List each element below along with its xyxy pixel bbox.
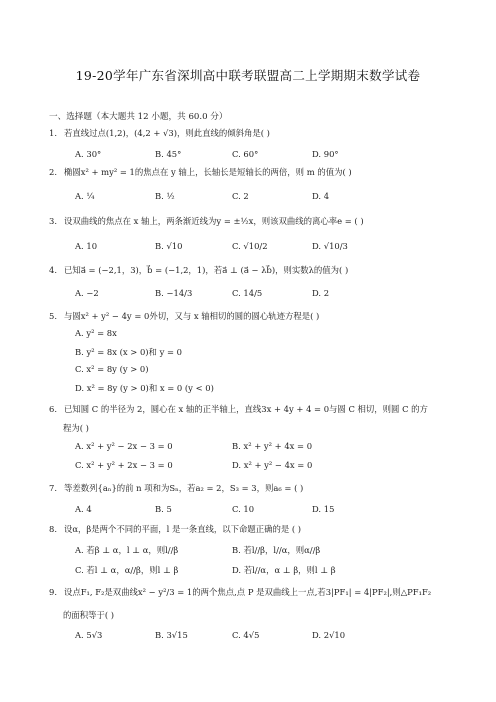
question-stem: 椭圆x² + my² = 1的焦点在 y 轴上，长轴长是短轴长的两倍，则 m 的值为( ) xyxy=(64,167,352,177)
question-number: 1. xyxy=(49,128,57,138)
question-stem: 设点F₁, F₂是双曲线x² − y²/3 = 1的两个焦点,点 P 是双曲线上一点,若3|PF₁| = 4|PF₂|,则△PF₁F₂ xyxy=(64,587,432,597)
option-c: C. 60° xyxy=(232,149,259,159)
option-b: B. y² = 8x (x > 0)和 y = 0 xyxy=(75,347,182,357)
question-stem: 等差数列{aₙ}的前 n 项和为Sₙ，若a₂ = 2，S₃ = 3，则a₆ = ( ) xyxy=(64,483,304,493)
option-c: C. 2 xyxy=(232,191,249,201)
option-b: B. −14/3 xyxy=(155,288,193,298)
option-b: B. x² + y² + 4x = 0 xyxy=(232,441,313,451)
question-number: 7. xyxy=(49,483,57,493)
question-4 xyxy=(49,265,348,276)
question-stem: 若直线过点(1,2)，(4,2 + √3)，则此直线的倾斜角是( ) xyxy=(64,128,270,138)
option-b: B. 45° xyxy=(155,149,182,159)
question-number: 2. xyxy=(49,167,57,177)
question-6 xyxy=(49,404,428,415)
option-d: D. 若l//α，α ⊥ β，则l ⊥ β xyxy=(232,565,336,575)
option-c: C. 4√5 xyxy=(232,630,260,640)
option-b: B. 若l//β，l//α，则α//β xyxy=(232,545,321,555)
exam-title: 19-20学年广东省深圳高中联考联盟高二上学期期末数学试卷 xyxy=(75,68,421,83)
option-c: C. x² + y² + 2x − 3 = 0 xyxy=(75,460,173,470)
option-c: C. √10/2 xyxy=(232,241,268,251)
option-d: D. x² = 8y (y > 0)和 x = 0 (y < 0) xyxy=(75,383,214,393)
option-a: A. y² = 8x xyxy=(75,328,117,338)
option-a: A. 若β ⊥ α，l ⊥ α，则l//β xyxy=(75,545,179,555)
option-a: A. −2 xyxy=(75,288,99,298)
question-number: 3. xyxy=(49,216,57,226)
question-continuation: 程为( ) xyxy=(63,423,89,433)
question-number: 6. xyxy=(49,404,57,414)
question-stem: 设α，β是两个不同的平面，l 是一条直线，以下命题正确的是 ( ) xyxy=(64,524,302,534)
option-a: A. x² + y² − 2x − 3 = 0 xyxy=(75,441,173,451)
option-b: B. 5 xyxy=(155,504,172,514)
option-c: C. 10 xyxy=(232,504,255,514)
question-3 xyxy=(49,216,364,227)
option-b: B. √10 xyxy=(155,241,183,251)
section-heading: 一、选择题（本大题共 12 小题，共 60.0 分） xyxy=(49,112,228,122)
question-8 xyxy=(49,524,301,535)
question-number: 5. xyxy=(49,311,57,321)
question-continuation: 的面积等于( ) xyxy=(63,610,115,620)
question-2 xyxy=(49,167,352,178)
question-stem: 已知a⃗ = (−2,1，3)，b⃗ = (−1,2，1)，若a⃗ ⊥ (a⃗ − λb⃗)，则实数λ的值为( ) xyxy=(64,265,349,275)
question-number: 9. xyxy=(49,587,57,597)
option-a: A. 30° xyxy=(75,149,102,159)
question-number: 8. xyxy=(49,524,57,534)
question-number: 4. xyxy=(49,265,57,275)
option-c: C. x² = 8y (y > 0) xyxy=(75,364,149,374)
option-c: C. 若l ⊥ α，α//β，则l ⊥ β xyxy=(75,565,179,575)
option-d: D. 15 xyxy=(312,504,335,514)
option-d: D. √10/3 xyxy=(312,241,348,251)
option-d: D. 90° xyxy=(312,149,339,159)
option-a: A. 4 xyxy=(75,504,92,514)
question-5 xyxy=(49,311,319,322)
question-stem: 设双曲线的焦点在 x 轴上，两条渐近线为y = ±½x，则该双曲线的离心率e = ( ) xyxy=(64,216,364,226)
option-c: C. 14/5 xyxy=(232,288,263,298)
option-a: A. 10 xyxy=(75,241,98,251)
option-d: D. 2√10 xyxy=(312,630,346,640)
option-b: B. 3√15 xyxy=(155,630,188,640)
option-d: D. x² + y² − 4x = 0 xyxy=(232,460,313,470)
question-stem: 与圆x² + y² − 4y = 0外切，又与 x 轴相切的圆的圆心轨迹方程是( ) xyxy=(64,311,320,321)
question-stem: 已知圆 C 的半径为 2，圆心在 x 轴的正半轴上，直线3x + 4y + 4 = 0与圆 C 相切，则圆 C 的方 xyxy=(64,404,428,414)
option-a: A. 5√3 xyxy=(75,630,103,640)
option-b: B. ½ xyxy=(155,191,175,201)
option-d: D. 2 xyxy=(312,288,330,298)
option-d: D. 4 xyxy=(312,191,330,201)
question-7 xyxy=(49,483,303,494)
question-9 xyxy=(49,587,431,598)
option-a: A. ¼ xyxy=(75,191,95,201)
question-1 xyxy=(49,128,270,139)
